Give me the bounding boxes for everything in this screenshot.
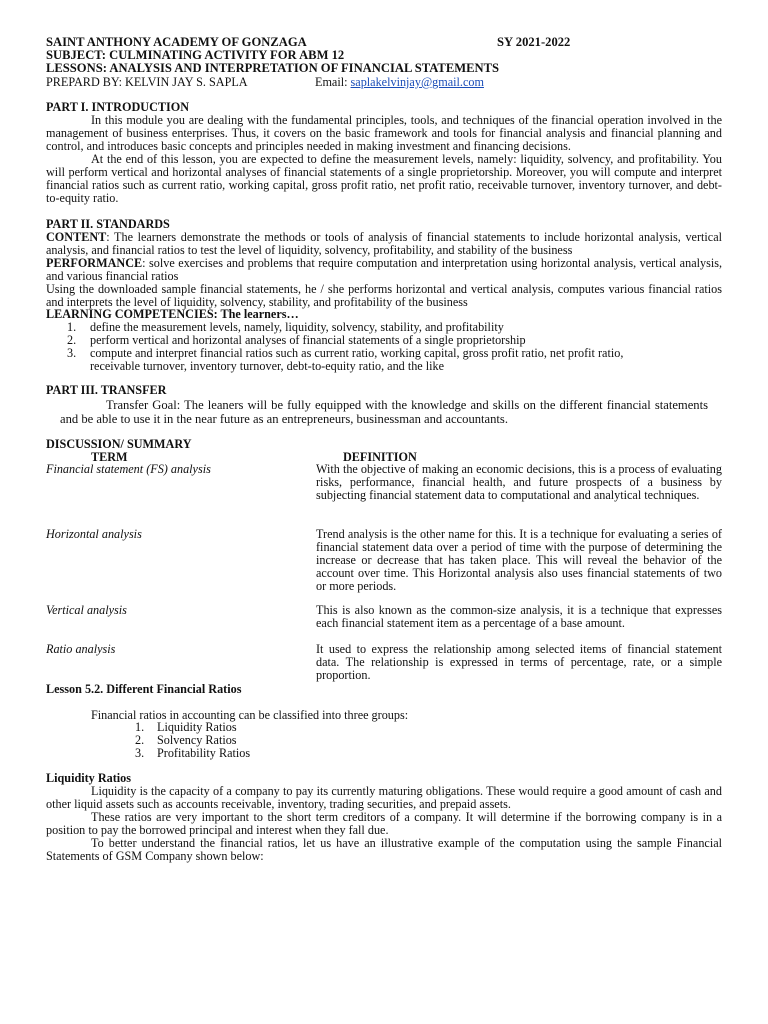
definition-ratio-analysis: It used to express the relationship among selected items of financial statement data. The relationship is expressed in terms of percentage, rate, or a simple proportion.: [316, 642, 722, 682]
list-item: 2. perform vertical and horizontal analyses of financial statements of a single proprietorship: [67, 333, 526, 347]
part3-heading: PART III. TRANSFER: [46, 383, 167, 397]
transfer-goal: Transfer Goal: The leaners will be fully equipped with the knowledge and skills on the different financial statements and be able to use it in the near future as an entrepreneurs, businessman and accountants.: [60, 398, 708, 426]
content-label: CONTENT: [46, 230, 107, 244]
email-line: [315, 76, 484, 89]
prepared-by: PREPARD BY: KELVIN JAY S. SAPLA: [46, 75, 248, 89]
liquidity-paragraph-2: These ratios are very important to the short term creditors of a company. It will determine if the borrowing company is in a position to pay the borrowed principal and interest when they fall due.: [46, 810, 722, 837]
part1-heading: PART I. INTRODUCTION: [46, 100, 190, 114]
definition-vertical-analysis: This is also known as the common-size analysis, it is a technique that expresses each financial statement item as a percentage of a base amount.: [316, 603, 722, 630]
discussion-heading: DISCUSSION/ SUMMARY: [46, 437, 192, 451]
term-fs-analysis: Financial statement (FS) analysis: [46, 462, 211, 476]
part1-paragraph-1: In this module you are dealing with the fundamental principles, tools, and techniques of the financial operation involved in the management of business enterprises. Thus, it covers on the basic framework and tools for financial analysis and financial planning and control, and introduces basic concepts and principles needed in making investment and financing decisions.: [46, 113, 722, 153]
subject-line: SUBJECT: CULMINATING ACTIVITY FOR ABM 12: [46, 48, 345, 62]
performance-label: PERFORMANCE: [46, 256, 143, 270]
lessons-line: LESSONS: ANALYSIS AND INTERPRETATION OF FINANCIAL STATEMENTS: [46, 61, 500, 75]
part1-paragraph-2: At the end of this lesson, you are expected to define the measurement levels, namely: liquidity, solvency, and profitability. You will perform vertical and horizontal analyses of financial statements of a single proprietorship. Moreover, you will compute and interpret financial ratios such as current ratio, working capital, gross profit ratio, net profit ratio, receivable turnover, inventory turnover, and debt-to-equity ratio.: [46, 152, 722, 205]
list-item: 1. Liquidity Ratios: [135, 720, 237, 734]
list-item: 3. Profitability Ratios: [135, 746, 251, 760]
liquidity-body: [46, 785, 722, 863]
term-horizontal-analysis: Horizontal analysis: [46, 527, 142, 541]
liquidity-heading: Liquidity Ratios: [46, 771, 131, 785]
email-label: Email:: [315, 75, 348, 89]
definition-fs-analysis: With the objective of making an economic decisions, this is a process of evaluating risks, performance, financial health, and future prospects of a business by subjecting financial statement data to computational and analytical techniques.: [316, 462, 722, 502]
term-vertical-analysis: Vertical analysis: [46, 603, 127, 617]
email-link[interactable]: saplakelvinjay@gmail.com: [350, 75, 484, 89]
part2-heading: PART II. STANDARDS: [46, 217, 170, 231]
ratio-groups-list: [91, 721, 391, 760]
competencies-list: [46, 321, 722, 373]
definition-horizontal-analysis: Trend analysis is the other name for this. It is a technique for evaluating a series of financial statement data over a period of time with the purpose of determining the increase or decrease that has taken place. This will reveal the behavior of the account over time. This Horizontal analysis also uses financial statements of two or more periods.: [316, 527, 722, 593]
using-text: Using the downloaded sample financial statements, he / she performs horizontal and vertical analysis, computes various financial ratios and interprets the level of liquidity, solvency, stability, and profitability of the business: [46, 282, 722, 309]
school-name: SAINT ANTHONY ACADEMY OF GONZAGA: [46, 35, 307, 49]
list-item: 3. compute and interpret financial ratios such as current ratio, working capital, gross profit ratio, net profit ratio, receivable turnover, inventory turnover, debt-to-equity ratio, and the like: [67, 346, 624, 373]
definition-column-header: DEFINITION: [343, 450, 417, 464]
list-item: 1. define the measurement levels, namely, liquidity, solvency, stability, and profitability: [67, 320, 504, 334]
part1-body: [46, 114, 722, 205]
part2-body: [46, 231, 722, 309]
liquidity-paragraph-1: Liquidity is the capacity of a company to pay its currently maturing obligations. These would require a good amount of cash and other liquid assets such as accounts receivable, inventory, trading securities, and prepaid assets.: [46, 784, 722, 811]
school-year: SY 2021-2022: [497, 35, 571, 49]
content-standard: [46, 231, 722, 257]
lesson-5-2-heading: Lesson 5.2. Different Financial Ratios: [46, 682, 242, 696]
term-ratio-analysis: Ratio analysis: [46, 642, 116, 656]
term-column-header: TERM: [91, 450, 128, 464]
liquidity-paragraph-3: To better understand the financial ratios, let us have an illustrative example of the computation using the sample Financial Statements of GSM Company shown below:: [46, 836, 722, 863]
content-text: : The learners demonstrate the methods or tools of analysis of financial statements to include horizontal analysis, vertical analysis, and financial ratios to test the level of liquidity, solvency, profitability, and stability of the business: [46, 230, 722, 257]
competencies-heading: LEARNING COMPETENCIES: The learners…: [46, 307, 299, 321]
list-item: 2. Solvency Ratios: [135, 733, 237, 747]
performance-text: : solve exercises and problems that require computation and interpretation using horizontal analysis, vertical analysis, and various financial ratios: [46, 256, 722, 283]
performance-standard: [46, 257, 722, 283]
ratios-intro: Financial ratios in accounting can be classified into three groups:: [91, 708, 409, 722]
